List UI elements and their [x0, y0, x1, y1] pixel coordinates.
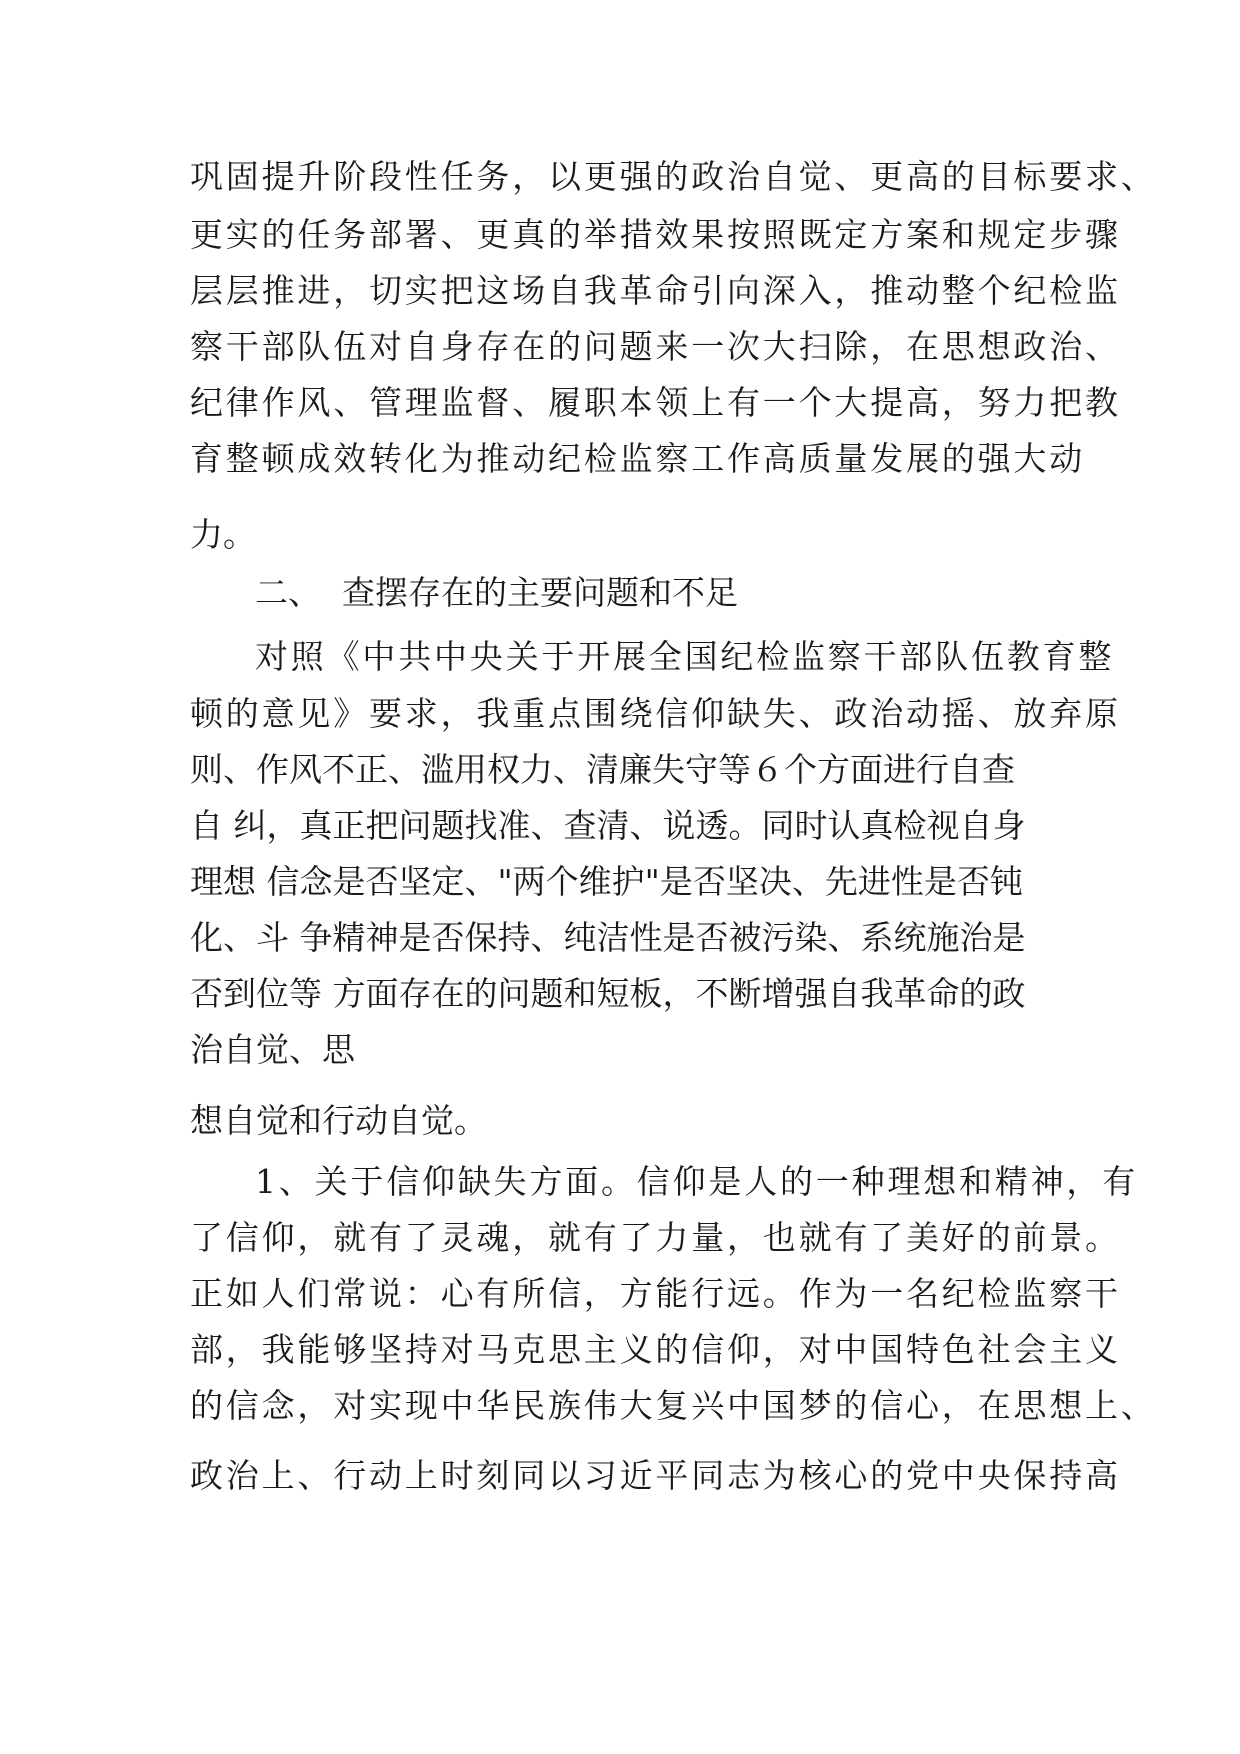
text-line: 的信念，对实现中华民族伟大复兴中国梦的信心，在思想上、: [190, 1386, 1157, 1425]
text-line: 政治上、行动上时刻同以习近平同志为核心的党中央保持高: [190, 1456, 1121, 1495]
text-line: 部，我能够坚持对马克思主义的信仰，对中国特色社会主义: [190, 1330, 1121, 1369]
text-line: 否到位等 方面存在的问题和短板，不断增强自我革命的政: [190, 974, 1026, 1013]
text-line: 则、作风不正、滥用权力、清廉失守等６个方面进行自查: [190, 750, 1015, 789]
text-line: 化、斗 争精神是否保持、纯洁性是否被污染、系统施治是: [190, 918, 1026, 957]
text-line: 1、关于信仰缺失方面。信仰是人的一种理想和精神，有: [255, 1162, 1138, 1201]
text-line: 层层推进，切实把这场自我革命引向深入，推动整个纪检监: [190, 271, 1121, 310]
text-line: 顿的意见》要求，我重点围绕信仰缺失、政治动摇、放弃原: [190, 694, 1121, 733]
text-line: 理想 信念是否坚定、"两个维护"是否坚决、先进性是否钝: [190, 862, 1023, 901]
text-line: 更实的任务部署、更真的举措效果按照既定方案和规定步骤: [190, 215, 1121, 254]
text-line: 了信仰，就有了灵魂，就有了力量，也就有了美好的前景。: [190, 1218, 1121, 1257]
text-line: 察干部队伍对自身存在的问题来一次大扫除，在思想政治、: [190, 327, 1121, 366]
text-line: 力。: [190, 515, 256, 554]
text-line: 治自觉、思: [190, 1030, 355, 1069]
text-line: 想自觉和行动自觉。: [190, 1101, 487, 1140]
text-line: 育整顿成效转化为推动纪检监察工作高质量发展的强大动: [190, 439, 1085, 478]
text-line: 对照《中共中央关于开展全国纪检监察干部队伍教育整: [255, 637, 1115, 676]
text-line: 纪律作风、管理监督、履职本领上有一个大提高，努力把教: [190, 383, 1121, 422]
text-line: 巩固提升阶段性任务，以更强的政治自觉、更高的目标要求、: [190, 157, 1157, 196]
text-line: 自 纠，真正把问题找准、查清、说透。同时认真检视自身: [190, 806, 1026, 845]
heading-text: 二、 查摆存在的主要问题和不足: [255, 573, 738, 612]
text-line: 正如人们常说：心有所信，方能行远。作为一名纪检监察干: [190, 1274, 1121, 1313]
